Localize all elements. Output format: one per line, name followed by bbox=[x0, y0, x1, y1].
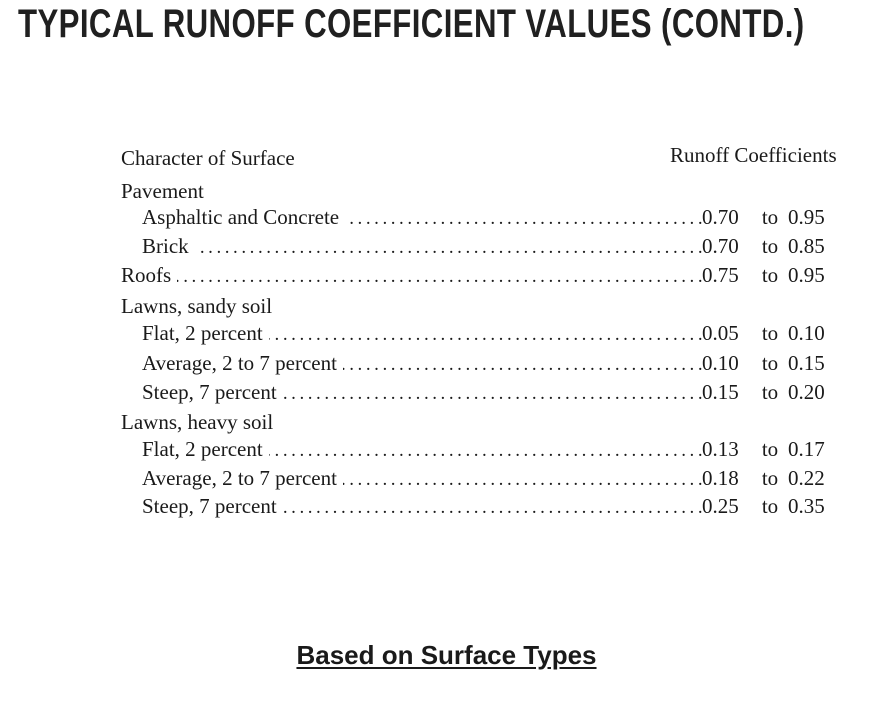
table-row bbox=[142, 233, 832, 259]
range-to: to bbox=[761, 321, 779, 345]
table-row bbox=[142, 379, 832, 405]
table-row bbox=[142, 436, 832, 462]
row-label: Asphaltic and Concrete bbox=[142, 205, 345, 230]
page-title: TYPICAL RUNOFF COEFFICIENT VALUES (CONTD.) bbox=[18, 2, 805, 46]
coefficient-low: 0.13 bbox=[702, 437, 739, 461]
row-label: Flat, 2 percent bbox=[142, 437, 269, 462]
coefficient-low: 0.05 bbox=[702, 321, 739, 345]
dot-leader bbox=[283, 385, 702, 405]
dot-leader bbox=[269, 326, 702, 346]
range-to: to bbox=[761, 466, 779, 490]
column-header-coefficients: Runoff Coefficients bbox=[670, 143, 837, 167]
range-to: to bbox=[761, 234, 779, 258]
dot-leader bbox=[195, 239, 702, 259]
coefficient-low: 0.25 bbox=[702, 494, 739, 518]
coefficient-low: 0.75 bbox=[702, 263, 739, 287]
table-row bbox=[142, 204, 832, 230]
row-label: Roofs bbox=[121, 263, 177, 288]
row-label: Average, 2 to 7 percent bbox=[142, 351, 343, 376]
table-row bbox=[142, 350, 832, 376]
dot-leader bbox=[345, 210, 702, 230]
group-label-pavement: Pavement bbox=[121, 179, 204, 203]
row-label: Flat, 2 percent bbox=[142, 321, 269, 346]
range-to: to bbox=[761, 494, 779, 518]
coefficient-high: 0.85 bbox=[788, 234, 825, 258]
coefficient-high: 0.17 bbox=[788, 437, 825, 461]
coefficient-high: 0.95 bbox=[788, 205, 825, 229]
row-label: Steep, 7 percent bbox=[142, 380, 283, 405]
coefficient-low: 0.10 bbox=[702, 351, 739, 375]
column-header-surface: Character of Surface bbox=[121, 146, 295, 170]
range-to: to bbox=[761, 263, 779, 287]
coefficient-high: 0.15 bbox=[788, 351, 825, 375]
range-to: to bbox=[761, 380, 779, 404]
coefficient-low: 0.18 bbox=[702, 466, 739, 490]
row-label: Steep, 7 percent bbox=[142, 494, 283, 519]
range-to: to bbox=[761, 205, 779, 229]
dot-leader bbox=[343, 471, 702, 491]
coefficient-high: 0.35 bbox=[788, 494, 825, 518]
coefficient-low: 0.70 bbox=[702, 205, 739, 229]
dot-leader bbox=[177, 268, 702, 288]
coefficient-high: 0.10 bbox=[788, 321, 825, 345]
coefficient-high: 0.22 bbox=[788, 466, 825, 490]
row-label: Average, 2 to 7 percent bbox=[142, 466, 343, 491]
table-row bbox=[142, 465, 832, 491]
range-to: to bbox=[761, 437, 779, 461]
group-label-lawns-sandy-soil: Lawns, sandy soil bbox=[121, 294, 273, 318]
table-row bbox=[121, 262, 832, 288]
coefficient-high: 0.20 bbox=[788, 380, 825, 404]
dot-leader bbox=[269, 442, 702, 462]
coefficient-low: 0.70 bbox=[702, 234, 739, 258]
coefficient-low: 0.15 bbox=[702, 380, 739, 404]
table-row bbox=[142, 493, 832, 519]
row-label: Brick bbox=[142, 234, 195, 259]
dot-leader bbox=[343, 356, 702, 376]
group-label-lawns-heavy-soil: Lawns, heavy soil bbox=[121, 410, 274, 434]
dot-leader bbox=[283, 499, 702, 519]
caption: Based on Surface Types bbox=[296, 640, 597, 670]
table-row bbox=[142, 320, 832, 346]
range-to: to bbox=[761, 351, 779, 375]
coefficient-high: 0.95 bbox=[788, 263, 825, 287]
